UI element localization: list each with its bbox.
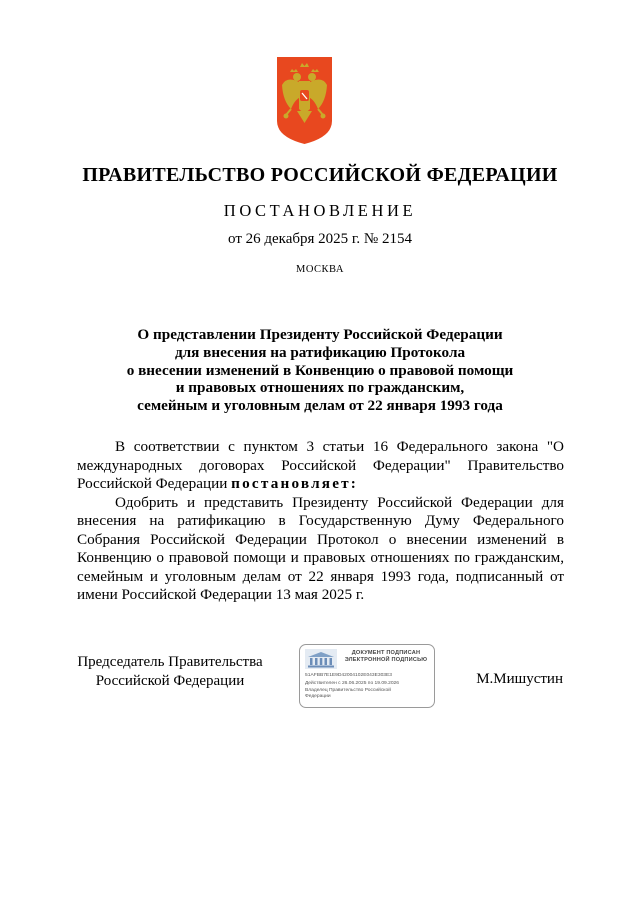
subject-line: О представлении Президенту Российской Федерации xyxy=(137,326,503,343)
certificate-owner-line: Владелец Правительство Российской xyxy=(305,688,391,693)
signer-position xyxy=(70,653,270,690)
document-subject xyxy=(60,326,580,415)
document-type: ПОСТАНОВЛЕНИЕ xyxy=(223,201,417,220)
subject-line: и правовых отношениях по гражданским, xyxy=(175,379,465,397)
government-title: ПРАВИТЕЛЬСТВО РОССИЙСКОЙ ФЕДЕРАЦИИ xyxy=(82,164,558,186)
electronic-signature-stamp xyxy=(299,644,435,708)
preamble-paragraph xyxy=(77,438,564,494)
certificate-number: 51AFBB7E1E9D42004102E043E303E3 xyxy=(305,673,393,678)
stamp-title-line: ЭЛЕКТРОННОЙ ПОДПИСЬЮ xyxy=(344,657,428,664)
document-body xyxy=(77,438,564,605)
certificate-owner xyxy=(305,688,391,700)
signer-name: М.Мишустин xyxy=(476,671,563,687)
subject-line: о внесении изменений в Конвенцию о правовой помощи xyxy=(126,361,514,379)
subject-line: для внесения на ратификацию Протокола xyxy=(174,343,466,361)
signer-position-line: Российской Федерации xyxy=(95,672,245,689)
document-date-number: от 26 декабря 2025 г. № 2154 xyxy=(228,231,412,247)
document-city: МОСКВА xyxy=(296,264,344,275)
resolution-paragraph: Одобрить и представить Президенту Российской Федерации для внесения на ратификацию в Государственную Думу Федерального Собрания Российской Федерации Протокол о внесении изменений в Конвенцию о правовой помощи и правовых отношениях по гражданским, семейным и уголовным делам от 22 января 1993 года, подписанный от имени Российской Федерации 13 мая 2025 г. xyxy=(77,493,564,603)
subject-line: семейным и уголовным делам от 22 января 1993 года xyxy=(137,397,503,415)
signer-position-line: Председатель Правительства xyxy=(77,654,263,670)
preamble-text: В соответствии с пунктом 3 статьи 16 Федерального закона "О международных договорах Российской Федерации" Правительство Российской Федерации xyxy=(77,438,564,492)
stamp-title-line: ДОКУМЕНТ ПОДПИСАН xyxy=(351,650,421,656)
certificate-owner-line: Федерации xyxy=(305,694,331,700)
russian-coat-of-arms-icon xyxy=(277,57,332,144)
resolves-keyword: постановляет: xyxy=(231,475,359,492)
government-building-icon xyxy=(305,649,337,669)
certificate-validity: Действителен с 26.06.2025 по 19.09.2026 xyxy=(305,681,399,686)
stamp-title xyxy=(340,650,432,665)
